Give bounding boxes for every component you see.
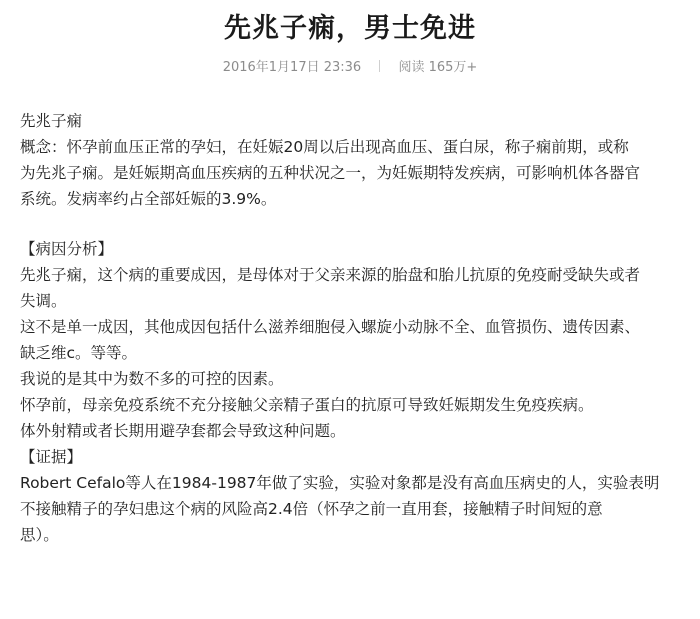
paragraph-line: 这不是单一成因，其他成因包括什么滋养细胞侵入螺旋小动脉不全、血管损伤、遗传因素、 [20,318,641,336]
paragraph-line: 为先兆子痫。是妊娠期高血压疾病的五种状况之一，为妊娠期特发疾病，可影响机体各器官 [20,164,641,182]
paragraph-line: Robert Cefalo等人在1984-1987年做了实验，实验对象都是没有高血压病史的人，实验表明 [20,474,660,492]
paragraph-line: 思）。 [20,526,59,544]
read-count: 阅读 165万+ [398,60,478,75]
section-heading-evidence: 【证据】 [20,448,83,466]
article-title: 先兆子痫，男士免进 [224,13,476,44]
paragraph-line: 系统。发病率约占全部妊娠的3.9%。 [20,190,277,208]
paragraph-line: 概念：怀孕前血压正常的孕妇，在妊娠20周以后出现高血压、蛋白尿，称子痫前期，或称 [20,138,629,156]
section-heading-xianzhao: 先兆子痫 [20,112,83,130]
paragraph-spacer [20,212,688,236]
paragraph-line: 怀孕前，母亲免疫系统不充分接触父亲精子蛋白的抗原可导致妊娠期发生免疫疾病。 [20,396,594,414]
paragraph-line: 我说的是其中为数不多的可控的因素。 [20,370,284,388]
paragraph-line: 缺乏维c。等等。 [20,344,138,362]
article-body [20,108,688,548]
paragraph-line: 不接触精子的孕妇患这个病的风险高2.4倍（怀孕之前一直用套，接触精子时间短的意 [20,500,603,518]
paragraph-line: 体外射精或者长期用避孕套都会导致这种问题。 [20,422,346,440]
section-heading-cause-analysis: 【病因分析】 [20,240,114,258]
meta-divider [379,60,380,72]
publish-date: 2016年1月17日 23:36 [222,60,362,75]
article-meta [0,56,700,75]
paragraph-line: 失调。 [20,292,67,310]
paragraph-line: 先兆子痫，这个病的重要成因，是母体对于父亲来源的胎盘和胎儿抗原的免疫耐受缺失或者 [20,266,641,284]
